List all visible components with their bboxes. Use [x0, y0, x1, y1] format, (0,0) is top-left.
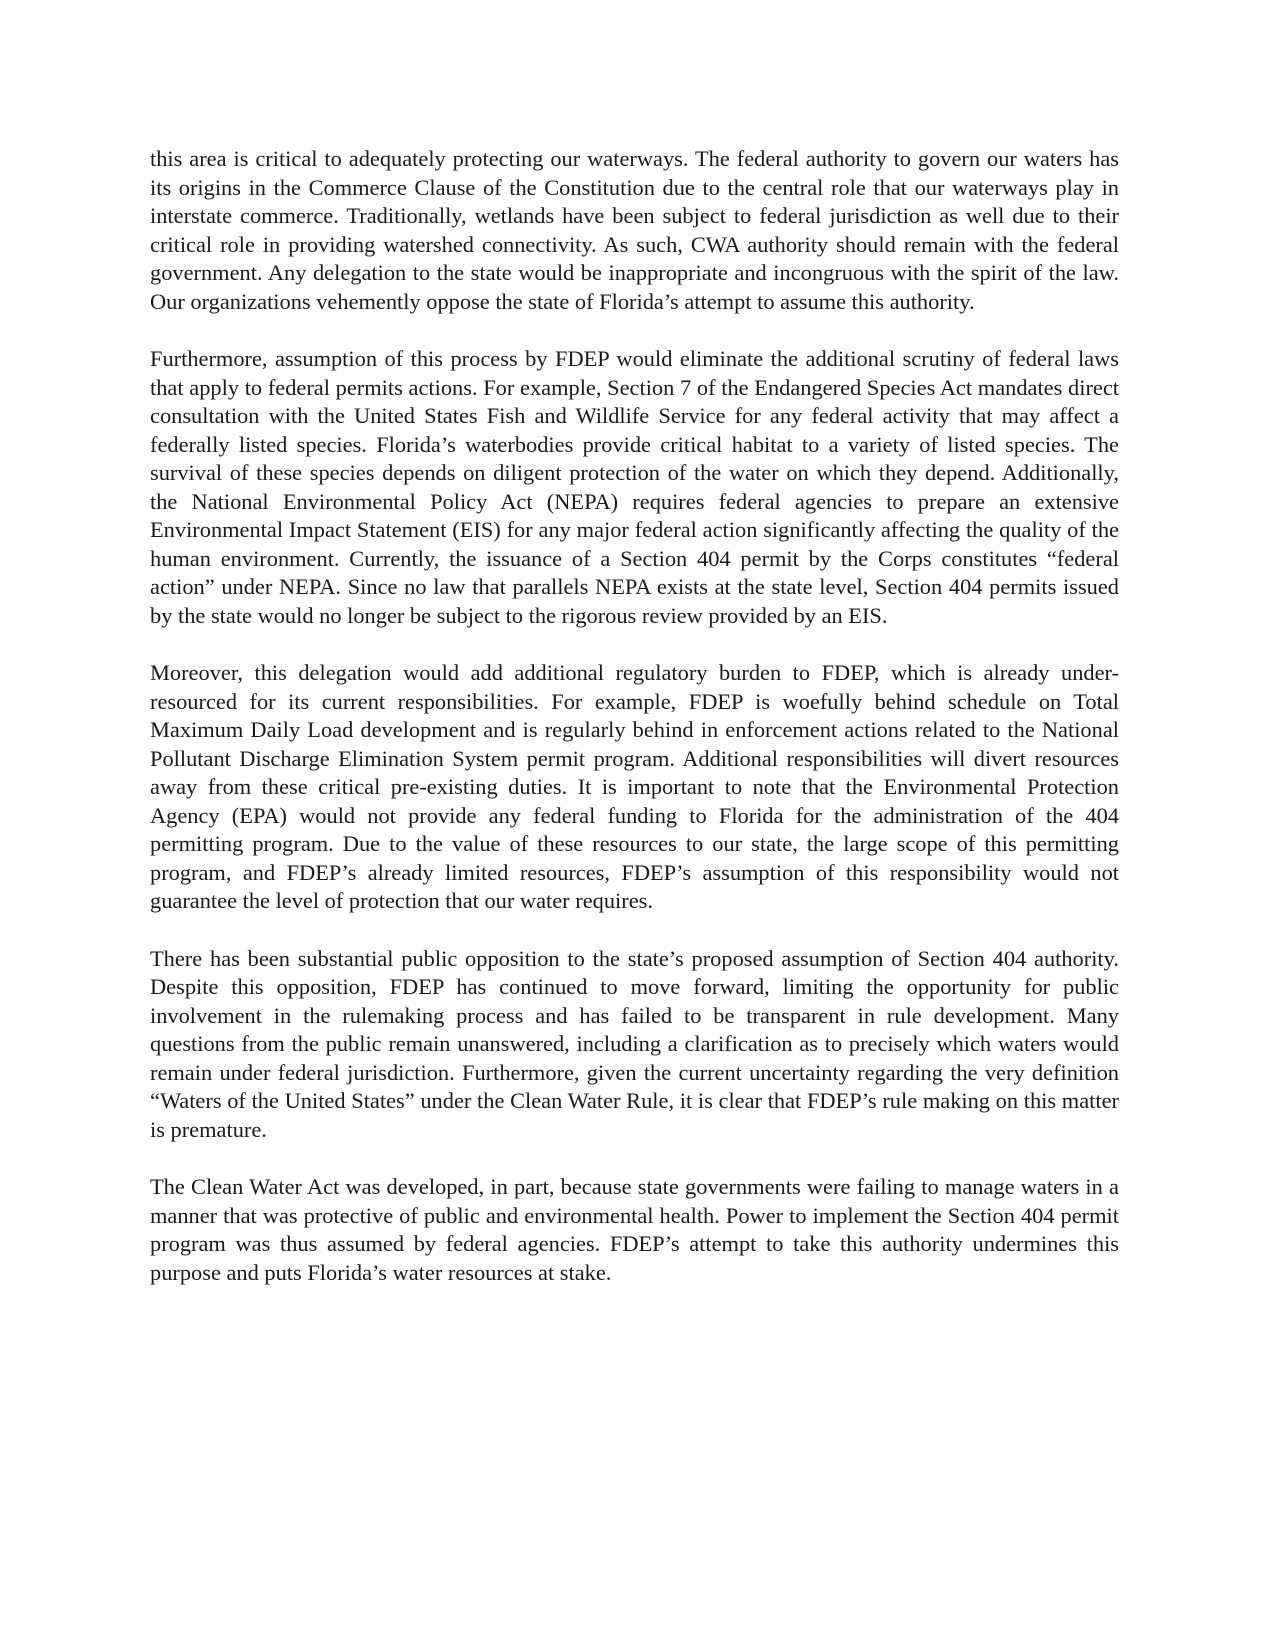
- paragraph-federal-authority: this area is critical to adequately protecting our waterways. The federal authority to govern our waters has its origins in the Commerce Clause of the Constitution due to the central role that our waterways play in interstate commerce. Traditionally, wetlands have been subject to federal jurisdiction as well due to their critical role in providing watershed connectivity. As such, CWA authority should remain with the federal government. Any delegation to the state would be inappropriate and incongruous with the spirit of the law. Our organizations vehemently oppose the state of Florida’s attempt to assume this authority.: [150, 146, 1119, 314]
- paragraph-public-opposition: There has been substantial public opposition to the state’s proposed assumption of Section 404 authority. Despite this opposition, FDEP has continued to move forward, limiting the opportunity for public involvement in the rulemaking process and has failed to be transparent in rule development. Many questions from the public remain unanswered, including a clarification as to precisely which waters would remain under federal jurisdiction. Furthermore, given the current uncertainty regarding the very definition “Waters of the United States” under the Clean Water Rule, it is clear that FDEP’s rule making on this matter is premature.: [150, 945, 1119, 1142]
- paragraph-federal-scrutiny: Furthermore, assumption of this process by FDEP would eliminate the additional scrutiny of federal laws that apply to federal permits actions. For example, Section 7 of the Endangered Species Act mandates direct consultation with the United States Fish and Wildlife Service for any federal activity that may affect a federally listed species. Florida’s waterbodies provide critical habitat to a variety of listed species. The survival of these species depends on diligent protection of the water on which they depend. Additionally, the National Environmental Policy Act (NEPA) requires federal agencies to prepare an extensive Environmental Impact Statement (EIS) for any major federal action significantly affecting the quality of the human environment. Currently, the issuance of a Section 404 permit by the Corps constitutes “federal action” under NEPA. Since no law that parallels NEPA exists at the state level, Section 404 permits issued by the state would no longer be subject to the rigorous review provided by an EIS.: [150, 346, 1119, 628]
- paragraph-regulatory-burden: Moreover, this delegation would add additional regulatory burden to FDEP, which is already under-resourced for its current responsibilities. For example, FDEP is woefully behind schedule on Total Maximum Daily Load development and is regularly behind in enforcement actions related to the National Pollutant Discharge Elimination System permit program. Additional responsibilities will divert resources away from these critical pre-existing duties. It is important to note that the Environmental Protection Agency (EPA) would not provide any federal funding to Florida for the administration of the 404 permitting program. Due to the value of these resources to our state, the large scope of this permitting program, and FDEP’s already limited resources, FDEP’s assumption of this responsibility would not guarantee the level of protection that our water requires.: [150, 660, 1119, 913]
- paragraph-clean-water-act: The Clean Water Act was developed, in part, because state governments were failing to manage waters in a manner that was protective of public and environmental health. Power to implement the Section 404 permit program was thus assumed by federal agencies. FDEP’s attempt to take this authority undermines this purpose and puts Florida’s water resources at stake.: [150, 1174, 1119, 1285]
- document-body: [150, 145, 1119, 1316]
